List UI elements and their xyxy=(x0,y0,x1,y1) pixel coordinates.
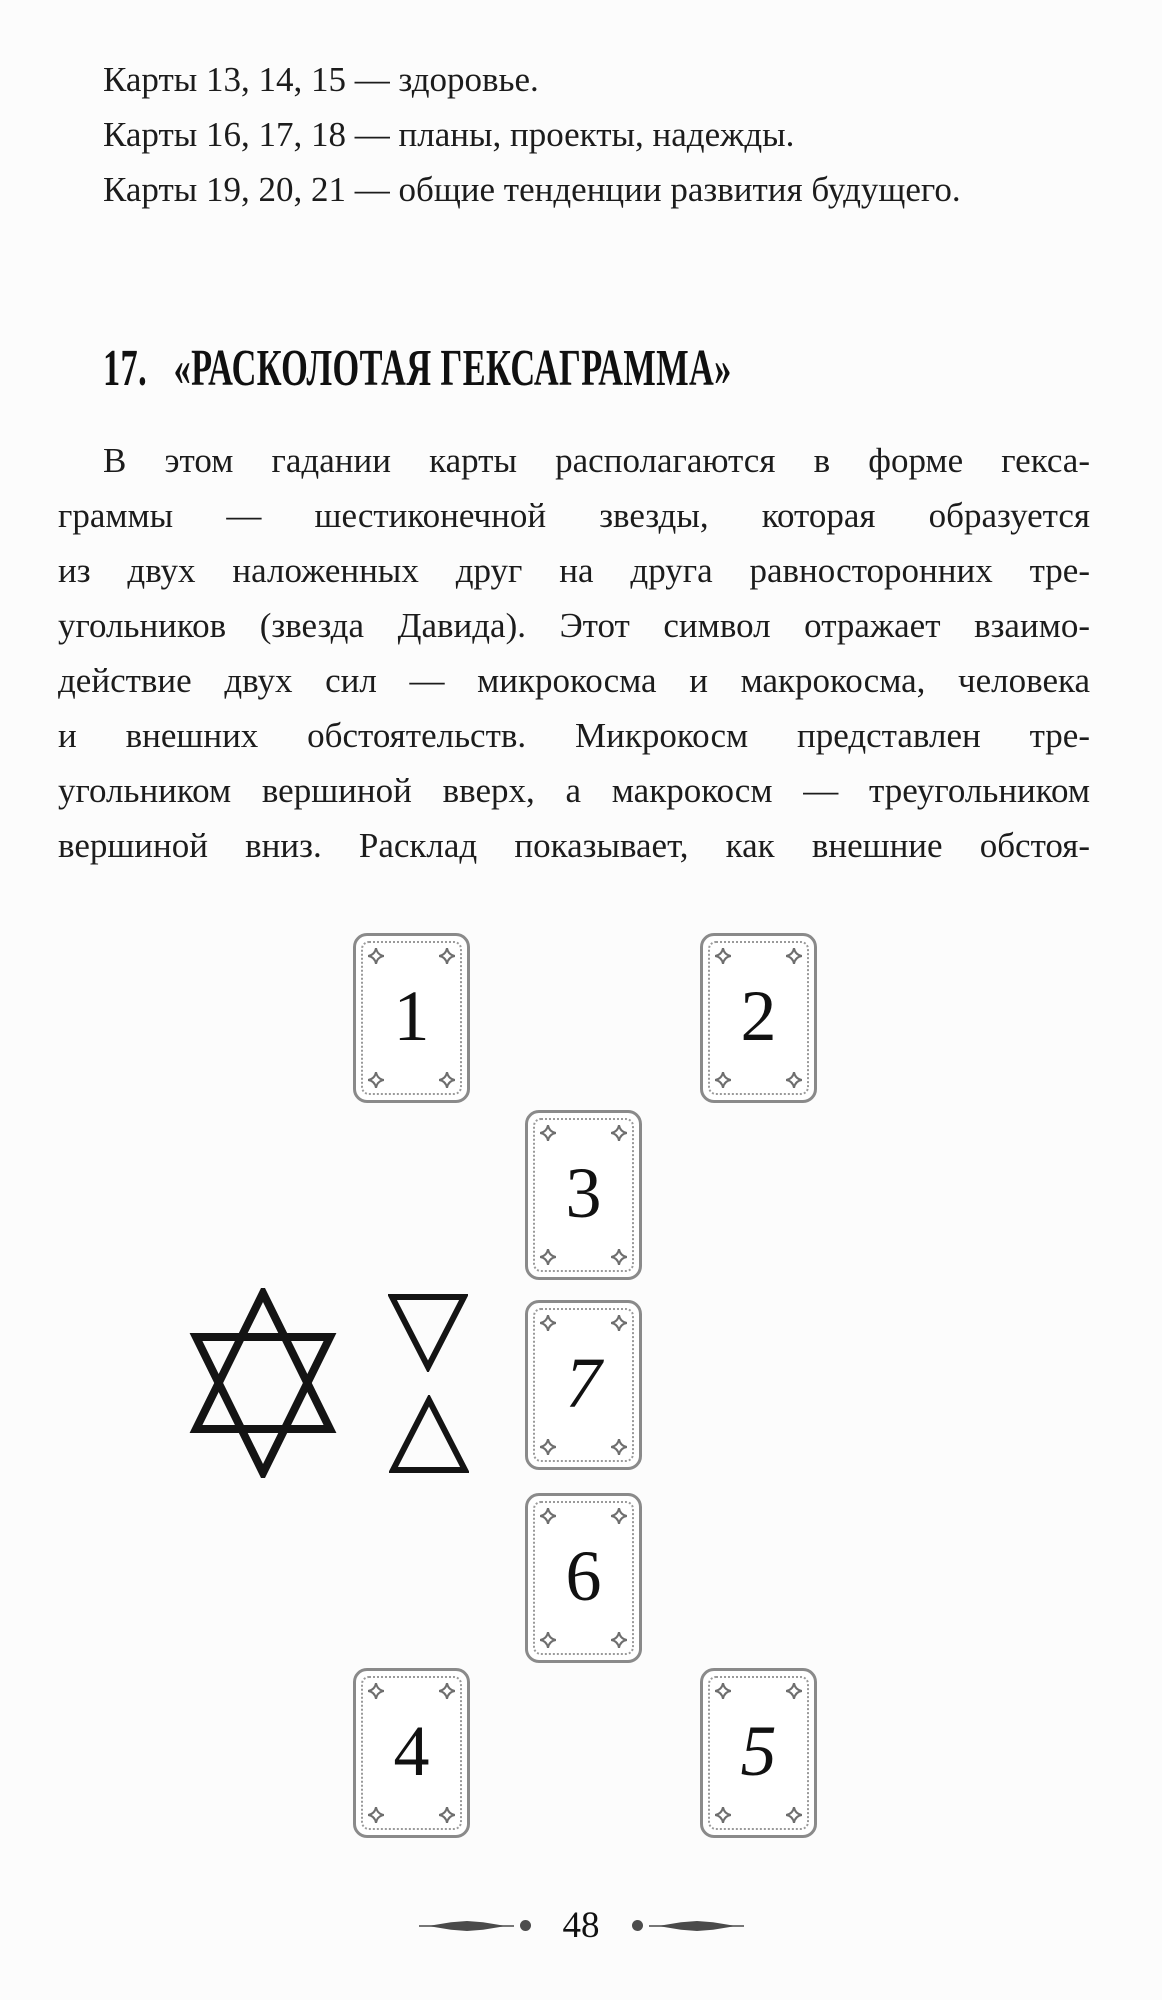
paragraph-line: и внешних обстоятельств. Микрокосм представлен тре- xyxy=(58,716,1090,755)
card-meaning-line: Карты 19, 20, 21 — общие тенденции развития будущего. xyxy=(103,170,961,209)
card-5 xyxy=(700,1668,817,1838)
card-7 xyxy=(525,1300,642,1470)
card-meaning-line: Карты 16, 17, 18 — планы, проекты, надежды. xyxy=(103,115,795,154)
body-paragraph xyxy=(58,433,1090,873)
paragraph-line: угольников (звезда Давида). Этот символ отражает взаимо- xyxy=(58,606,1090,645)
paragraph-line: В этом гадании карты располагаются в форме гекса- xyxy=(103,441,1090,480)
card-number: 3 xyxy=(565,1152,602,1233)
dot-icon xyxy=(520,1920,531,1931)
card-meanings-list xyxy=(58,52,1098,217)
paragraph-line: действие двух сил — микрокосма и макрокосма, человека xyxy=(58,661,1090,700)
section-heading xyxy=(103,338,732,398)
section-number: 17. xyxy=(103,339,148,397)
card-4 xyxy=(353,1668,470,1838)
dot-icon xyxy=(632,1920,643,1931)
paragraph-line: из двух наложенных друг на друга равносторонних тре- xyxy=(58,551,1090,590)
flourish-right-icon xyxy=(649,1919,744,1933)
triangle-up-icon xyxy=(389,1395,469,1475)
paragraph-line: вершиной вниз. Расклад показывает, как внешние обстоя- xyxy=(58,826,1090,865)
card-number: 2 xyxy=(740,975,777,1056)
card-1 xyxy=(353,933,470,1103)
card-6 xyxy=(525,1493,642,1663)
page-footer xyxy=(0,1907,1162,1944)
card-number: 5 xyxy=(740,1710,777,1791)
card-number: 6 xyxy=(565,1535,602,1616)
card-number: 4 xyxy=(393,1710,430,1791)
card-meaning-line: Карты 13, 14, 15 — здоровье. xyxy=(103,60,539,99)
section-title: «РАСКОЛОТАЯ ГЕКСАГРАММА» xyxy=(173,339,732,397)
flourish-left-icon xyxy=(419,1919,514,1933)
card-3 xyxy=(525,1110,642,1280)
card-number: 7 xyxy=(565,1342,602,1423)
triangle-down-icon xyxy=(388,1292,468,1372)
paragraph-line: угольником вершиной вверх, а макрокосм — треугольником xyxy=(58,771,1090,810)
page-number: 48 xyxy=(562,1905,600,1946)
star-of-david-icon xyxy=(185,1288,341,1478)
card-2 xyxy=(700,933,817,1103)
card-number: 1 xyxy=(393,975,430,1056)
paragraph-line: граммы — шестиконечной звезды, которая образуется xyxy=(58,496,1090,535)
